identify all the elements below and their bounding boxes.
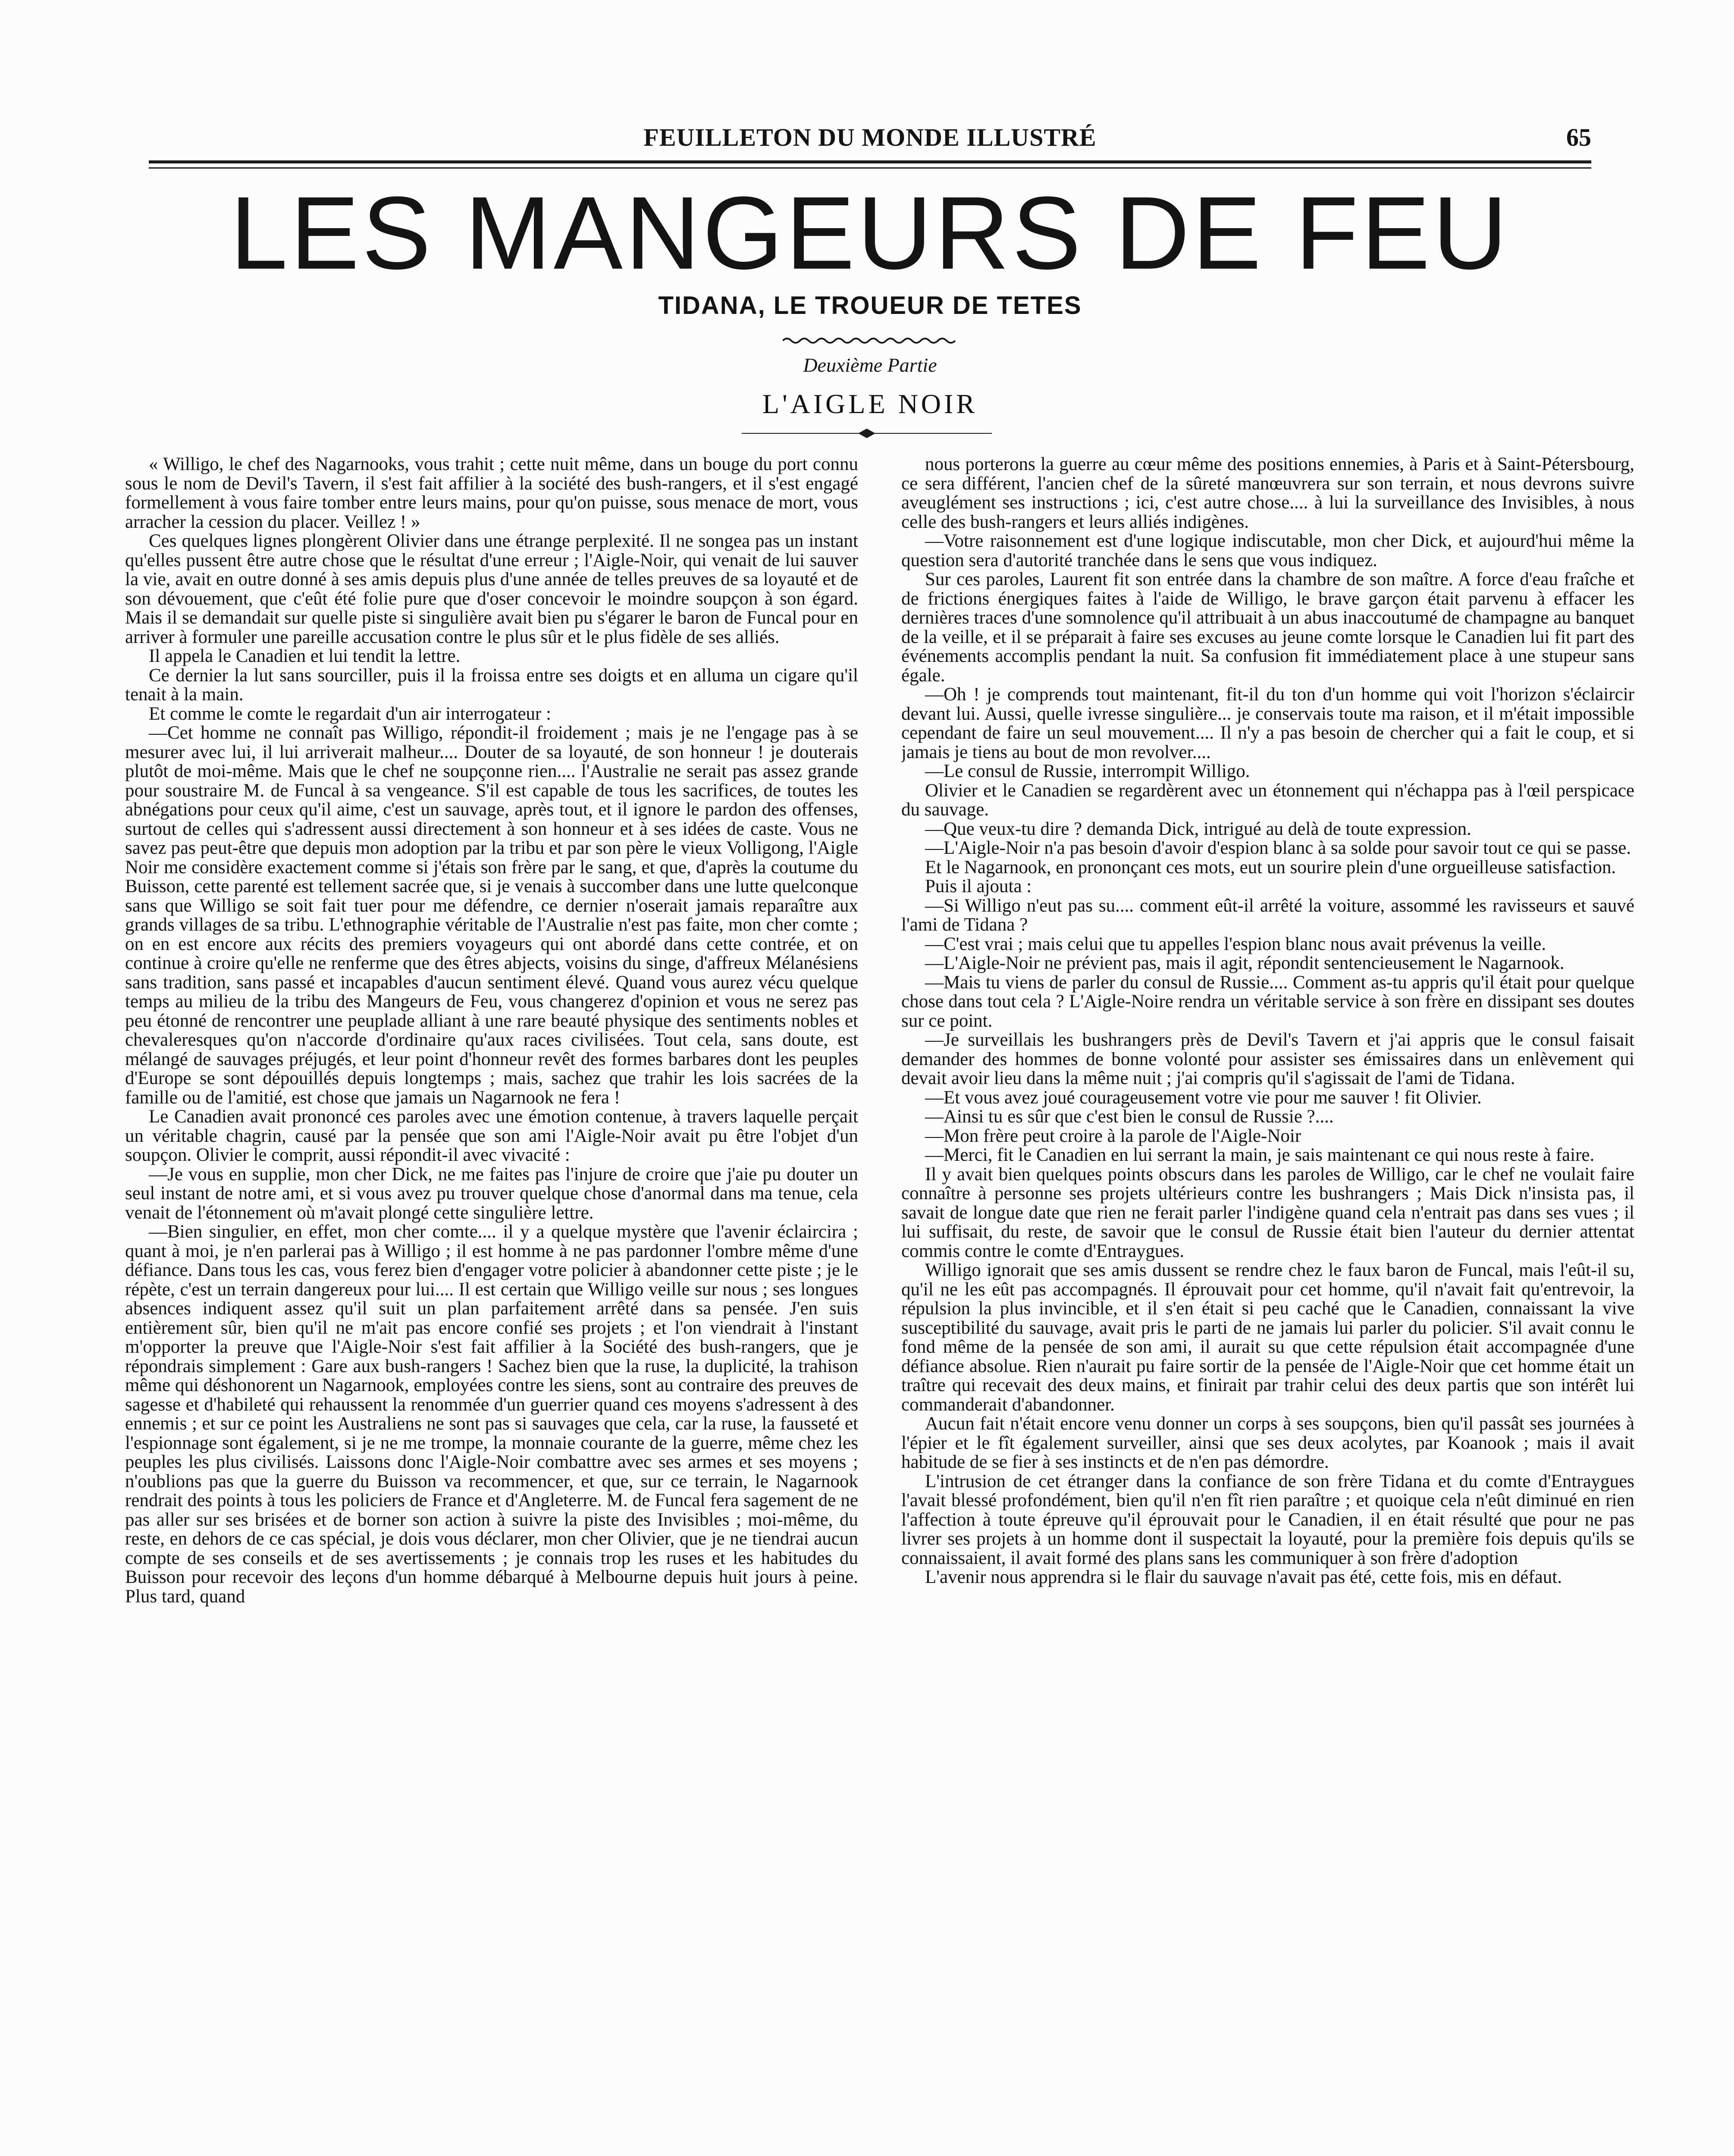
paragraph: —Merci, fit le Canadien en lui serrant la main, je sais maintenant ce qui nous reste à faire.	[925, 1145, 1595, 1165]
paragraph: Il appela le Canadien et lui tendit la lettre.	[149, 646, 461, 666]
paragraph: Le Canadien avait prononcé ces paroles avec une émotion contenue, à travers laquelle perçait un véritable chagrin, causé par la pensée que son ami l'Aigle-Noir avait pu être l'objet d'un soupçon. Olivier le comprit, aussi répondit-il avec vivacité :	[125, 1106, 858, 1165]
section-heading: L'AIGLE NOIR	[762, 389, 978, 419]
paragraph: —Si Willigo n'eut pas su.... comment eût-il arrêté la voiture, assommé les ravisseurs et sauvé l'ami de Tidana ?	[901, 895, 1634, 935]
paragraph: —Cet homme ne connaît pas Willigo, répondit-il froidement ; mais je ne l'engage pas à se mesurer avec lui, il lui arriverait malheur.... Douter de sa loyauté, de son honneur ! je douterais plutôt de moi-même. Mais que le chef ne soupçonne rien.... l'Australie ne serait pas assez grande pour soustraire M. de Funcal à sa vengeance. S'il est capable de tous les sacrifices, de toutes les abnégations pour ceux qu'il aime, c'est un sauvage, après tout, et il ignore le pardon des offenses, surtout de celles qui s'adressent aussi directement à son honneur et à ses idées de caste. Vous ne savez pas peut-être que depuis mon adoption par la tribu et par son père le vieux Volligong, l'Aigle Noir me considère exactement comme si j'étais son frère par le sang, et que, d'après la coutume du Buisson, cette parenté est tellement sacrée que, si je venais à succomber dans une lutte quelconque sans que Willigo se soit fait tuer pour me défendre, ce dernier n'oserait jamais reparaître aux grands villages de sa tribu. L'ethnographie véritable de l'Australie n'est pas faite, mon cher comte ; on en est encore aux récits des premiers voyageurs qui ont abordé dans cette contrée, et on continue à croire qu'elle ne renferme que des êtres abjects, voisins du singe, d'affreux Mélanésiens sans tradition, sans passé et incapables d'aucun sentiment élevé. Quand vous aurez vécu quelque temps au milieu de la tribu des Mangeurs de Feu, vous changerez d'opinion et vous ne serez pas peu étonné de rencontrer une peuplade alliant à une rare beauté physique des sentiments nobles et chevaleresques qu'on n'accorde d'ordinaire qu'aux races civilisées. Tout cela, sans doute, est mélangé de sauvages préjugés, et leur point d'honneur revêt des formes barbares dont les peuples d'Europe se sont dépouillés depuis longtemps ; mais, sachez que trahir les lois sacrées de la famille ou de l'amitié, est chose que jamais un Nagarnook ne fera !	[125, 723, 858, 1108]
paragraph: Willigo ignorait que ses amis dussent se rendre chez le faux baron de Funcal, mais l'eût-il su, qu'il ne les eût pas accompagnés. Il éprouvait pour cet homme, qu'il n'avait fait qu'entrevoir, la répulsion la plus invincible, et il s'en était si peu caché que le Canadien, connaissant la vive susceptibilité du sauvage, avait pris le parti de ne jamais lui parler du policier. S'il avait connu le fond même de la pensée de son ami, il aurait su que cette répulsion était accompagnée d'une défiance absolue. Rien n'aurait pu faire sortir de la pensée de l'Aigle-Noir que cet homme était un traître qui recevait des deux mains, et finirait par trahir celui des deux partis que son intérêt lui commanderait d'abandonner.	[901, 1260, 1634, 1415]
paragraph: —Mon frère peut croire à la parole de l'Aigle-Noir	[925, 1125, 1301, 1146]
part-label: Deuxième Partie	[803, 354, 937, 376]
paragraph: —L'Aigle-Noir ne prévient pas, mais il agit, répondit sentencieusement le Nagarnook.	[925, 953, 1565, 973]
paragraph: L'avenir nous apprendra si le flair du sauvage n'avait pas été, cette fois, mis en défaut.	[925, 1567, 1562, 1587]
paragraph: L'intrusion de cet étranger dans la confiance de son frère Tidana et du comte d'Entraygues l'avait blessé profondément, bien qu'il n'en fît rien paraître ; et quoique cela n'eût diminué en rien l'affection à toute épreuve qu'il éprouvait pour le Canadien, il en était résulté que pour ne pas livrer ses projets à un homme dont il suspectait la loyauté, pour la première fois depuis qu'ils se connaissaient, il avait formé des plans sans les communiquer à son frère d'adoption	[901, 1471, 1634, 1568]
paragraph: —Votre raisonnement est d'une logique indiscutable, mon cher Dick, et aujourd'hui même la question sera d'autorité tranchée dans le sens que vous indiquez.	[901, 531, 1634, 570]
paragraph: —Mais tu viens de parler du consul de Russie.... Comment as-tu appris qu'il était pour quelque chose dans tout cela ? L'Aigle-Noire rendra un véritable service à son frère en dissipant ses doutes sur ce point.	[901, 972, 1634, 1031]
paragraph: « Willigo, le chef des Nagarnooks, vous trahit ; cette nuit même, dans un bouge du port connu sous le nom de Devil's Tavern, il s'est fait affilier à la société des bush-rangers, et il s'est engagé formellement à vous faire tomber entre leurs mains, pour qu'on puisse, sous menace de mort, vous arracher la cession du placer. Veillez ! »	[125, 455, 858, 532]
paragraph: —Et vous avez joué courageusement votre vie pour me sauver ! fit Olivier.	[925, 1087, 1482, 1108]
header-rule-thin	[149, 167, 1591, 169]
paragraph: Et le Nagarnook, en prononçant ces mots, eut un sourire plein d'une orgueilleuse satisfaction.	[925, 857, 1616, 877]
paragraph: Olivier et le Canadien se regardèrent avec un étonnement qui n'échappa pas à l'œil perspicace du sauvage.	[901, 780, 1634, 820]
paragraph: Il y avait bien quelques points obscurs dans les paroles de Willigo, car le chef ne voulait faire connaître à personne ses projets ultérieurs contre les bushrangers ; Mais Dick n'insista pas, il savait de longue date que rien ne ferait parler l'indigène quand cela n'entrait pas dans ses vues ; il lui suffisait, du reste, de savoir que le consul de Russie était bien l'auteur du dernier attentat commis contre le comte d'Entraygues.	[901, 1164, 1634, 1261]
subtitle: TIDANA, LE TROUEUR DE TETES	[658, 291, 1082, 320]
running-head	[149, 123, 1591, 157]
paragraph: Puis il ajouta :	[925, 876, 1032, 896]
running-title: FEUILLETON DU MONDE ILLUSTRÉ	[643, 123, 1097, 151]
paragraph: —Ainsi tu es sûr que c'est bien le consul de Russie ?....	[925, 1106, 1334, 1127]
paragraph: Aucun fait n'était encore venu donner un corps à ses soupçons, bien qu'il passât ses journées à l'épier et le fît également surveiller, ainsi que ses deux acolytes, par Koanook ; mais il avait habitude de se fier à ses instincts et de n'en pas démordre.	[901, 1413, 1634, 1472]
paragraph: —C'est vrai ; mais celui que tu appelles l'espion blanc nous avait prévenus la veille.	[925, 934, 1546, 954]
paragraph: nous porterons la guerre au cœur même des positions ennemies, à Paris et à Saint-Pétersbourg, ce sera différent, l'ancien chef de la sûreté manœuvrera sur son terrain, et nous devrons suivre aveuglément ses instructions ; ici, c'est autre chose.... à lui la surveillance des Invisibles, à nous celle des bush-rangers et leurs alliés indigènes.	[901, 455, 1634, 532]
paragraph: Sur ces paroles, Laurent fit son entrée dans la chambre de son maître. A force d'eau fraîche et de frictions énergiques faites à l'aide de Willigo, le brave garçon était parvenu à effacer les dernières traces d'une somnolence qu'il attribuait à un abus inaccoutumé de champagne au banquet de la veille, et il se préparait à faire ses excuses au jeune comte lorsque le Canadien lui fit part des événements accomplis pendant la nuit. Sa confusion fit immédiatement place à une stupeur sans égale.	[901, 569, 1634, 686]
header-rule-thick	[149, 160, 1591, 163]
heading-ornament	[742, 427, 992, 440]
paragraph: Et comme le comte le regardait d'un air interrogateur :	[149, 703, 552, 724]
text-column-right	[901, 455, 1634, 2156]
paragraph: —L'Aigle-Noir n'a pas besoin d'avoir d'espion blanc à sa solde pour savoir tout ce qui se passe.	[925, 838, 1631, 858]
paragraph: —Je vous en supplie, mon cher Dick, ne me faites pas l'injure de croire que j'aie pu douter un seul instant de notre ami, et si vous avez pu trouver quelque chose d'anormal dans ma tenue, cela venait de l'étonnement où m'avait plongé cette singulière lettre.	[125, 1164, 858, 1223]
paragraph: —Bien singulier, en effet, mon cher comte.... il y a quelque mystère que l'avenir éclaircira ; quant à moi, je n'en parlerai pas à Willigo ; il est homme à ne pas pardonner l'ombre même d'une défiance. Dans tous les cas, vous ferez bien d'engager votre policier à abandonner cette piste ; je le répète, c'est un terrain dangereux pour lui.... Il est certain que Willigo veille sur nous ; ses longues absences indiquent assez qu'il suit un plan parfaitement arrêté dans sa pensée. J'en suis entièrement sûr, bien qu'il ne m'ait pas encore confié ses projets ; et l'on viendrait à l'instant m'opporter la preuve que l'Aigle-Noir s'est fait affilier à la Société des bush-rangers, que je répondrais simplement : Gare aux bush-rangers ! Sachez bien que la ruse, la duplicité, la trahison même qui déshonorent un Nagarnook, employées contre les siens, sont au contraire des preuves de sagesse et d'habileté qui rehaussent la renommée d'un guerrier quand ces moyens s'adressent à des ennemis ; et sur ce point les Australiens ne sont pas si sauvages que cela, car la ruse, la fausseté et l'espionnage sont également, si je ne me trompe, la monnaie courante de la guerre, même chez les peuples les plus civilisés. Laissons donc l'Aigle-Noir combattre avec ses armes et ses moyens ; n'oublions pas que la guerre du Buisson va recommencer, et que, sur ce terrain, le Nagarnook rendrait des points à tous les policiers de France et d'Angleterre. M. de Funcal fera sagement de ne pas aller sur ses brisées et de borner son action à suivre la piste des Invisibles ; moi-même, du reste, en dehors de ce cas spécial, je dois vous déclarer, mon cher Olivier, que je ne tiendrai aucun compte de ses conseils et de ses avertissements ; je connais trop les ruses et les habitudes du Buisson pour recevoir des leçons d'un homme débarqué à Melbourne depuis huit jours à peine. Plus tard, quand	[125, 1222, 858, 1607]
paragraph: Ces quelques lignes plongèrent Olivier dans une étrange perplexité. Il ne songea pas un instant qu'elles pussent être autre chose que le résultat d'une erreur ; l'Aigle-Noir, qui venait de lui sauver la vie, avait en outre donné à ses amis depuis plus d'une année de telles preuves de sa loyauté et de son dévouement, que c'eût été folie pure que d'oser concevoir le moindre soupçon à son égard. Mais il se demandait sur quelle piste si singulière avait bien pu s'égarer le baron de Funcal pour en arriver à formuler une pareille accusation contre le plus sûr et le plus fidèle de ses alliés.	[125, 531, 858, 647]
wave-ornament	[783, 334, 957, 347]
paragraph: —Oh ! je comprends tout maintenant, fit-il du ton d'un homme qui voit l'horizon s'éclaircir devant lui. Aussi, quelle ivresse singulière... je conservais toute ma raison, et il m'était impossible cependant de faire un seul mouvement.... Il n'y a pas besoin de chercher qui a fait le coup, et si jamais je tiens au bout de mon revolver....	[901, 684, 1634, 762]
text-column-left	[125, 455, 858, 2156]
page-number: 65	[1566, 123, 1591, 151]
paragraph: —Le consul de Russie, interrompit Willigo.	[925, 761, 1250, 781]
paragraph: Ce dernier la lut sans sourciller, puis il la froissa entre ses doigts et en alluma un cigare qu'il tenait à la main.	[125, 665, 858, 705]
paragraph: —Que veux-tu dire ? demanda Dick, intrigué au delà de toute expression.	[925, 818, 1471, 839]
paragraph: —Je surveillais les bushrangers près de Devil's Tavern et j'ai appris que le consul faisait demander des hommes de bonne volonté pour assister ses émissaires dans un enlèvement qui devait avoir lieu dans la même nuit ; j'ai compris qu'il s'agissait de l'ami de Tidana.	[901, 1030, 1634, 1088]
main-title: LES MANGEURS DE FEU	[230, 175, 1510, 291]
